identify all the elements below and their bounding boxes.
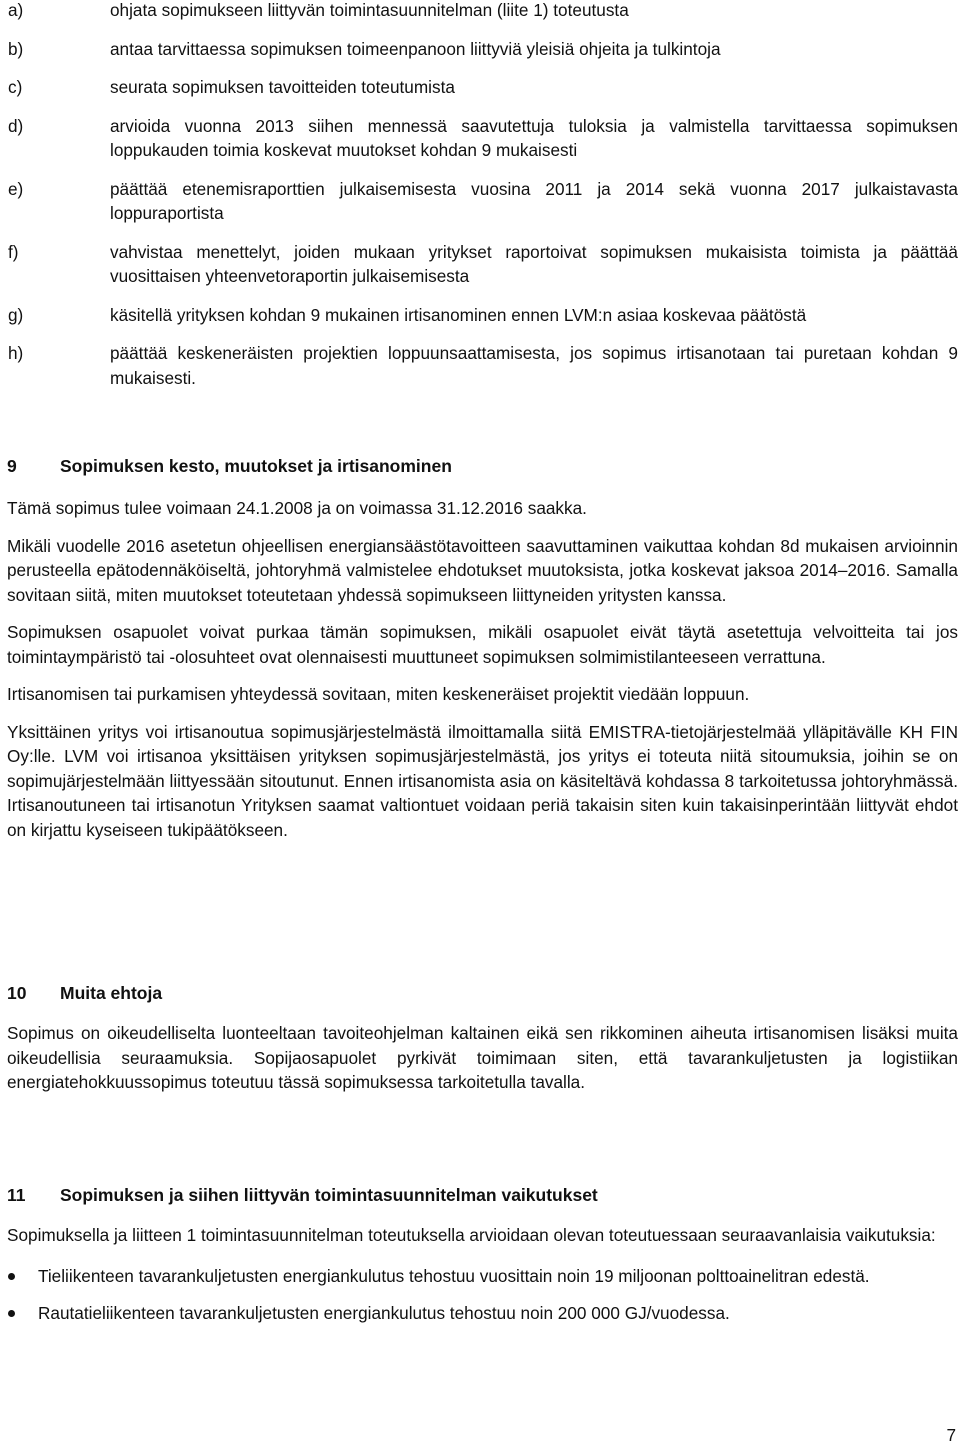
section-heading (0, 981, 958, 1007)
task-list (0, 0, 960, 404)
paragraph: Sopimuksen osapuolet voivat purkaa tämän sopimuksen, mikäli osapuolet eivät täytä asetettuja velvoitteita tai jos toimintaympäristö tai -olosuhteet ovat olennaisesti muuttuneet sopimuksen solmimistilanteeseen verrattuna. (7, 622, 958, 667)
bullet-text: Tieliikenteen tavarankuljetusten energiankulutus tehostuu vuosittain noin 19 miljoonan polttoainelitran edestä. (38, 1265, 870, 1286)
paragraph: Sopimuksella ja liitteen 1 toimintasuunnitelman toteutuksella arvioidaan olevan toteutuessaan seuraavanlaisia vaikutuksia: (7, 1225, 936, 1245)
impact-bullet-list (0, 1264, 958, 1326)
paragraph: Mikäli vuodelle 2016 asetetun ohjeellisen energiansäästötavoitteen saavuttaminen vaikuttaa kohdan 8d mukaisen arvioinnin perusteella epätodennäköiseltä, johtoryhmä valmistelee ehdotukset muutoksista, jotka koskevat jaksoa 2014–2016. Samalla sovitaan siitä, miten muutokset toteutetaan yhdessä sopimukseen liittyneiden yritysten kanssa. (7, 535, 958, 605)
section-heading (0, 1183, 958, 1209)
list-item (0, 240, 960, 289)
bullet-text: Rautatieliikenteen tavarankuljetusten energiankulutus tehostuu noin 200 000 GJ/vuodessa. (38, 1303, 730, 1323)
list-item-text: päättää keskeneräisten projektien loppuunsaattamisesta, jos sopimus irtisanotaan tai puretaan kohdan 9 mukaisesti. (110, 343, 958, 388)
page-number: 7 (946, 1425, 956, 1445)
list-item-text: seurata sopimuksen tavoitteiden toteutumista (110, 77, 455, 97)
list-item-text: antaa tarvittaessa sopimuksen toimeenpanoon liittyviä yleisiä ohjeita ja tulkintoja (110, 38, 721, 59)
bullet-item (0, 1301, 958, 1326)
list-item (0, 0, 960, 23)
section-10 (0, 981, 958, 1095)
list-marker: f) (8, 241, 19, 262)
paragraph: Irtisanomisen tai purkamisen yhteydessä sovitaan, miten keskeneräiset projektit viedään loppuun. (7, 684, 750, 704)
section-number: 10 (7, 983, 27, 1003)
section-11 (0, 1183, 958, 1339)
list-marker: e) (8, 178, 24, 199)
list-item (0, 37, 960, 62)
list-marker: g) (8, 304, 24, 325)
section-title: Sopimuksen kesto, muutokset ja irtisanominen (60, 456, 452, 476)
list-item (0, 341, 960, 390)
section-title: Muita ehtoja (60, 983, 163, 1003)
paragraph: Sopimus on oikeudelliselta luonteeltaan tavoiteohjelman kaltainen eikä sen rikkominen aiheuta irtisanomisen lisäksi muita oikeudellisia seuraamuksia. Sopijaosapuolet pyrkivät toimimaan siten, että tavarankuljetusten ja logistiikan energiatehokkuussopimus toteutuu tässä sopimuksessa tarkoitetulla tavalla. (7, 1023, 958, 1092)
section-number: 9 (7, 456, 17, 476)
list-marker: h) (8, 343, 24, 363)
list-marker: b) (8, 38, 24, 59)
paragraph: Tämä sopimus tulee voimaan 24.1.2008 ja on voimassa 31.12.2016 saakka. (7, 498, 587, 518)
bullet-item (0, 1264, 958, 1289)
list-item-text: päättää etenemisraporttien julkaisemisesta vuosina 2011 ja 2014 sekä vuonna 2017 julkaistavasta loppuraportista (110, 178, 958, 223)
list-item-text: ohjata sopimukseen liittyvän toimintasuunnitelman (liite 1) toteutusta (110, 0, 629, 20)
list-item-text: käsitellä yrityksen kohdan 9 mukainen irtisanominen ennen LVM:n asiaa koskevaa päätöstä (110, 304, 807, 325)
list-marker: d) (8, 115, 24, 136)
list-item (0, 75, 960, 100)
list-item-text: vahvistaa menettelyt, joiden mukaan yritykset raportoivat sopimuksen mukaisista toimista ja päättää vuosittaisen yhteenvetoraportin julkaisemisesta (110, 241, 958, 286)
list-item (0, 303, 960, 328)
paragraph: Yksittäinen yritys voi irtisanoutua sopimusjärjestelmästä ilmoittamalla siitä EMISTRA-tietojärjestelmää ylläpitävälle KH FIN Oy:lle. LVM voi irtisanoa yksittäisen yrityksen sopimusjärjestelmästä, jos yritys ei toteuta niitä sitoumuksia, joihin se on sopimujärjestelmään liittyessään sitoutunut. Ennen irtisanomista asia on käsiteltävä kohdassa 8 tarkoitetussa johtoryhmässä. Irtisanoutuneen tai irtisanotun Yrityksen saamat valtiontuet voidaan periä takaisin siten kuin takaisinperintään liittyvät ehdot on kirjattu kyseiseen tukipäätökseen. (7, 721, 958, 840)
section-title: Sopimuksen ja siihen liittyvän toimintasuunnitelman vaikutukset (60, 1185, 598, 1205)
list-marker: a) (8, 0, 24, 20)
section-number: 11 (7, 1185, 26, 1205)
list-item (0, 177, 960, 226)
list-item (0, 114, 960, 163)
list-item-text: arvioida vuonna 2013 siihen mennessä saavutettuja tuloksia ja valmistella tarvittaessa sopimuksen loppukauden toimia koskevat muutokset kohdan 9 mukaisesti (110, 115, 958, 160)
section-9 (0, 454, 958, 842)
list-marker: c) (8, 77, 23, 97)
bullet-dot-icon (8, 1310, 15, 1317)
section-heading (0, 454, 958, 480)
bullet-dot-icon (8, 1273, 15, 1280)
